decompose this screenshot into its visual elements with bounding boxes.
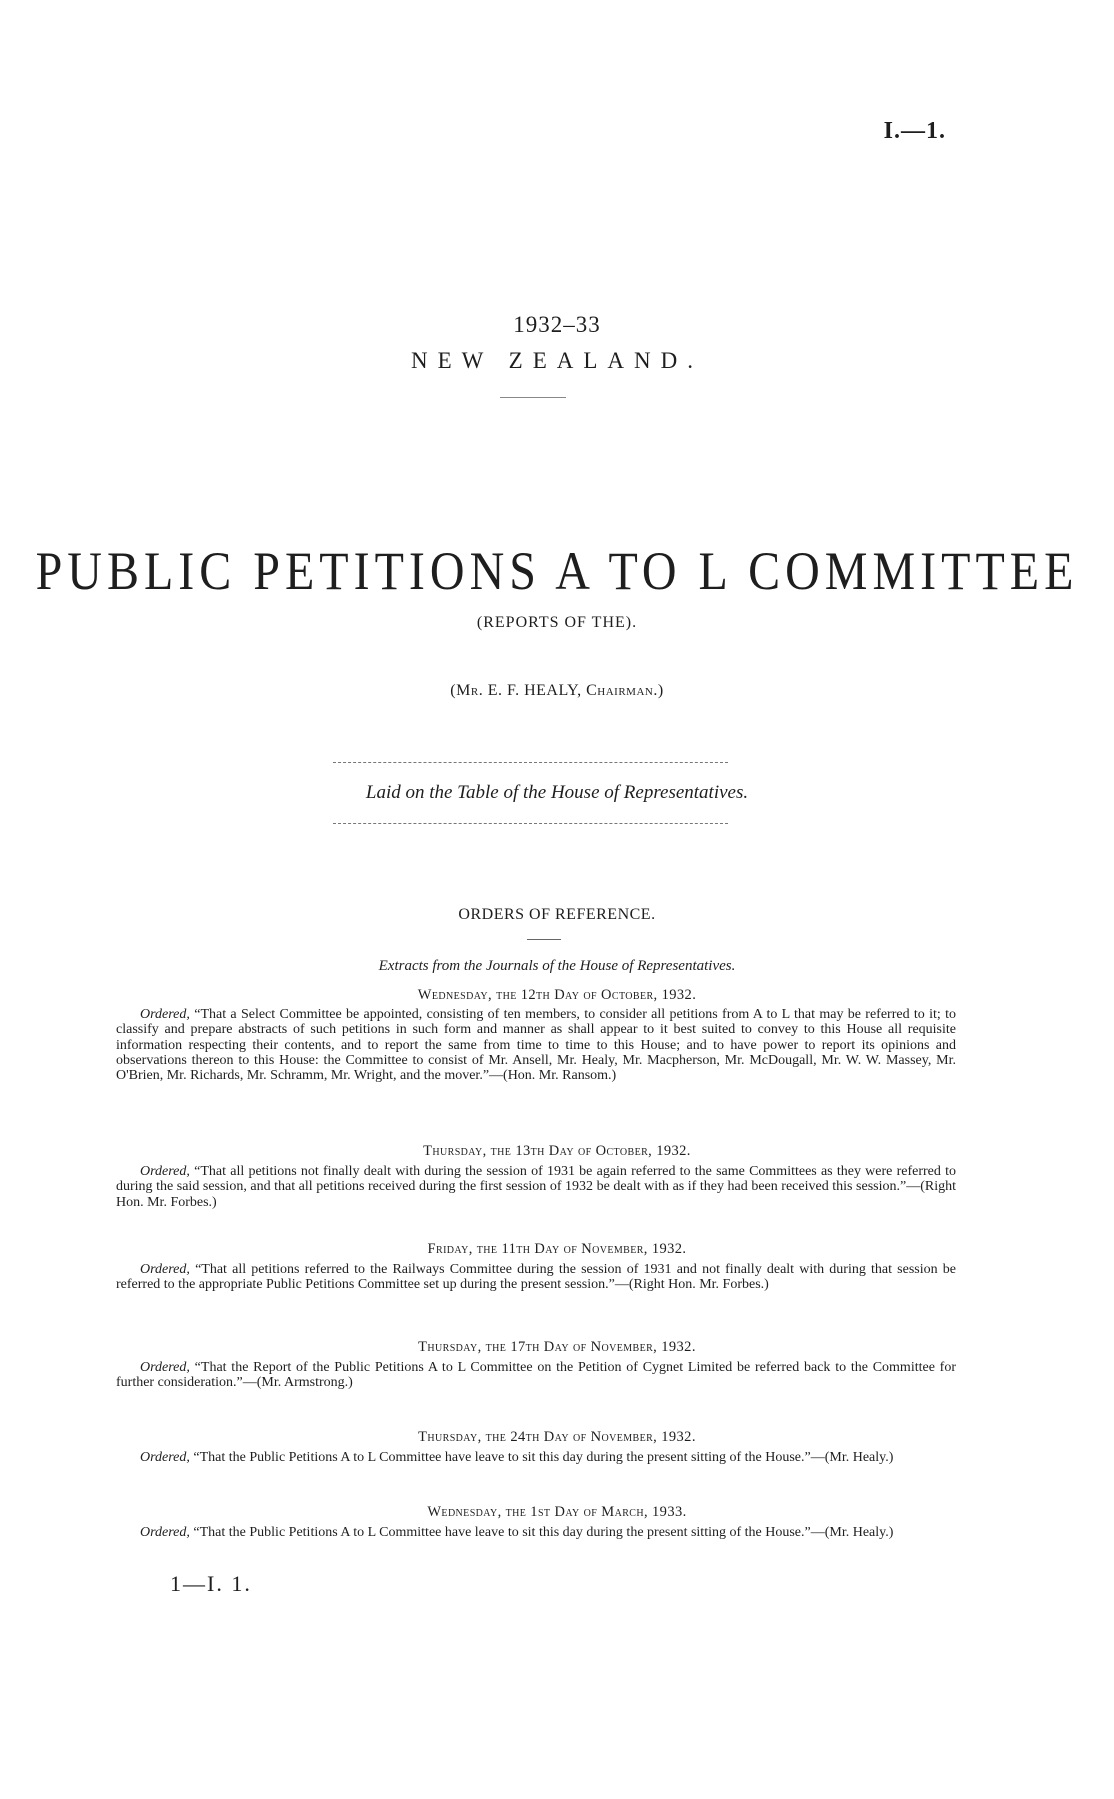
entry-paragraph [116, 1450, 956, 1465]
ordered-label: Ordered, [140, 1262, 190, 1277]
entry-date: Wednesday, the 12th Day of October, 1932. [417, 987, 697, 1003]
entry-text: “That all petitions not finally dealt with during the session of 1931 be again referred to the same Committees as they were referred to during the said session, and that all petitions received during the first session of 1932 be dealt with as if they had been received this session.”—(Right Hon. Mr. Forbes.) [116, 1164, 956, 1210]
divider-rule [333, 823, 728, 824]
ordered-label: Ordered, [140, 1525, 190, 1540]
entry-text: “That all petitions referred to the Railways Committee during the session of 1931 and not finally dealt with during that session be referred to the appropriate Public Petitions Committee set up during the present session.”—(Right Hon. Mr. Forbes.) [116, 1262, 956, 1293]
document-reference-number: I.—1. [883, 118, 946, 144]
entry-paragraph [116, 1360, 956, 1391]
divider-rule [527, 939, 561, 940]
entry-date: Thursday, the 17th Day of November, 1932. [418, 1339, 696, 1355]
ordered-label: Ordered, [140, 1450, 190, 1465]
entry-date: Friday, the 11th Day of November, 1932. [427, 1241, 687, 1257]
orders-of-reference-heading: ORDERS OF REFERENCE. [458, 906, 656, 923]
entry-paragraph [116, 1525, 956, 1540]
entry-date: Thursday, the 24th Day of November, 1932. [418, 1429, 696, 1445]
signature-mark: 1—I. 1. [170, 1571, 252, 1596]
ordered-label: Ordered, [140, 1360, 190, 1375]
ordered-label: Ordered, [140, 1164, 190, 1179]
entry-paragraph [116, 1007, 956, 1083]
extracts-caption: Extracts from the Journals of the House of Representatives. [378, 958, 736, 974]
chairman-line: (Mr. E. F. HEALY, Chairman.) [450, 682, 664, 699]
country-name: NEW ZEALAND. [410, 348, 704, 373]
entry-date: Thursday, the 13th Day of October, 1932. [423, 1143, 691, 1159]
entry-text: “That the Report of the Public Petitions A to L Committee on the Petition of Cygnet Limited be referred back to the Committee for further consideration.”—(Mr. Armstrong.) [116, 1360, 956, 1391]
entry-paragraph [116, 1262, 956, 1293]
entry-text: “That the Public Petitions A to L Committee have leave to sit this day during the present sitting of the House.”—(Mr. Healy.) [193, 1525, 894, 1540]
entry-text: “That a Select Committee be appointed, consisting of ten members, to consider all petitions from A to L that may be referred to it; to classify and prepare abstracts of such petitions in such form and manner as shall appear to it best suited to convey to this House all requisite information respecting their contents, and to report the same from time to time to this House; and to have power to report its opinions and observations thereon to this House: the Committee to consist of Mr. Ansell, Mr. Healy, Mr. Macpherson, Mr. McDougall, Mr. W. W. Massey, Mr. O'Brien, Mr. Richards, Mr. Schramm, Mr. Wright, and the mover.”—(Hon. Mr. Ransom.) [116, 1007, 956, 1084]
laid-on-table-note: Laid on the Table of the House of Representatives. [365, 782, 749, 803]
divider-rule [500, 397, 566, 398]
document-subtitle: (REPORTS OF THE). [476, 614, 638, 631]
entry-date: Wednesday, the 1st Day of March, 1933. [427, 1504, 687, 1520]
entry-text: “That the Public Petitions A to L Committee have leave to sit this day during the present sitting of the House.”—(Mr. Healy.) [193, 1450, 894, 1465]
document-title: PUBLIC PETITIONS A TO L COMMITTEE [35, 541, 1079, 602]
ordered-label: Ordered, [140, 1007, 190, 1022]
session-year: 1932–33 [513, 312, 601, 337]
divider-rule [333, 762, 728, 763]
entry-paragraph [116, 1164, 956, 1210]
